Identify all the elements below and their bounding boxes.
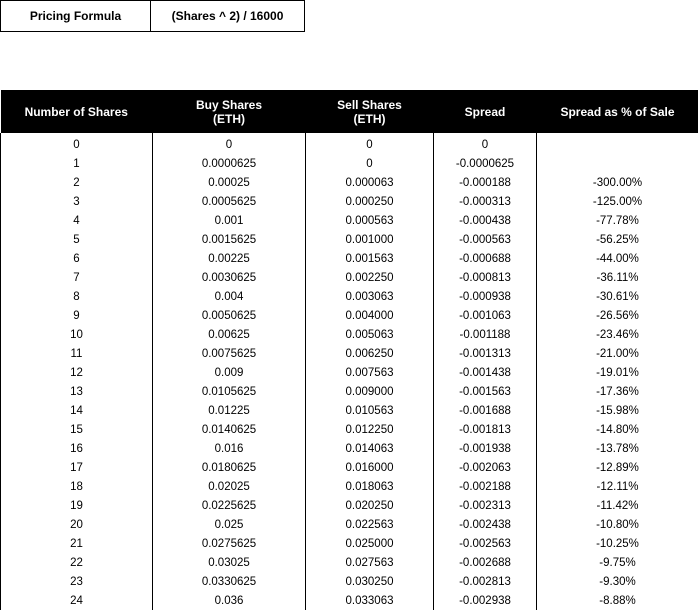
cell-sell-shares: 0.012250 [306, 420, 434, 439]
cell-buy-shares: 0.0075625 [153, 344, 306, 363]
cell-sell-shares: 0.000250 [306, 192, 434, 211]
cell-number-of-shares: 4 [1, 211, 153, 230]
cell-number-of-shares: 6 [1, 249, 153, 268]
cell-spread: -0.000813 [434, 268, 537, 287]
cell-buy-shares: 0.00025 [153, 173, 306, 192]
pricing-table-body [1, 133, 698, 610]
cell-buy-shares: 0.0030625 [153, 268, 306, 287]
cell-buy-shares: 0.004 [153, 287, 306, 306]
cell-buy-shares: 0.0225625 [153, 496, 306, 515]
cell-spread-percent: -19.01% [537, 363, 698, 382]
cell-spread-percent: -23.46% [537, 325, 698, 344]
cell-spread-percent: -17.36% [537, 382, 698, 401]
table-row [1, 211, 698, 230]
table-row [1, 363, 698, 382]
header-spread: Spread [434, 90, 537, 133]
table-row [1, 173, 698, 192]
table-row [1, 154, 698, 173]
table-row [1, 325, 698, 344]
cell-buy-shares: 0.0015625 [153, 230, 306, 249]
table-row [1, 268, 698, 287]
table-row [1, 439, 698, 458]
cell-spread: 0 [434, 133, 537, 154]
cell-sell-shares: 0.004000 [306, 306, 434, 325]
cell-buy-shares: 0.036 [153, 591, 306, 610]
cell-sell-shares: 0.000563 [306, 211, 434, 230]
header-sell-shares: Sell Shares (ETH) [306, 90, 434, 133]
cell-number-of-shares: 2 [1, 173, 153, 192]
cell-sell-shares: 0.018063 [306, 477, 434, 496]
cell-number-of-shares: 14 [1, 401, 153, 420]
cell-number-of-shares: 18 [1, 477, 153, 496]
cell-sell-shares: 0.005063 [306, 325, 434, 344]
cell-buy-shares: 0.009 [153, 363, 306, 382]
table-row [1, 344, 698, 363]
pricing-table-header [1, 90, 698, 133]
cell-number-of-shares: 1 [1, 154, 153, 173]
cell-number-of-shares: 17 [1, 458, 153, 477]
cell-spread-percent: -36.11% [537, 268, 698, 287]
cell-buy-shares: 0.0005625 [153, 192, 306, 211]
cell-spread-percent: -12.89% [537, 458, 698, 477]
cell-buy-shares: 0.0105625 [153, 382, 306, 401]
cell-number-of-shares: 12 [1, 363, 153, 382]
cell-sell-shares: 0.033063 [306, 591, 434, 610]
cell-number-of-shares: 8 [1, 287, 153, 306]
cell-spread-percent: -9.30% [537, 572, 698, 591]
cell-sell-shares: 0 [306, 133, 434, 154]
table-row [1, 534, 698, 553]
cell-sell-shares: 0.010563 [306, 401, 434, 420]
cell-sell-shares: 0.022563 [306, 515, 434, 534]
cell-sell-shares: 0.020250 [306, 496, 434, 515]
table-row [1, 477, 698, 496]
cell-number-of-shares: 16 [1, 439, 153, 458]
cell-spread-percent: -13.78% [537, 439, 698, 458]
cell-spread: -0.002813 [434, 572, 537, 591]
cell-spread: -0.002563 [434, 534, 537, 553]
pricing-table [0, 90, 698, 610]
table-row [1, 515, 698, 534]
cell-spread-percent: -125.00% [537, 192, 698, 211]
cell-sell-shares: 0.000063 [306, 173, 434, 192]
cell-number-of-shares: 24 [1, 591, 153, 610]
cell-buy-shares: 0.0330625 [153, 572, 306, 591]
cell-spread-percent: -21.00% [537, 344, 698, 363]
table-row [1, 458, 698, 477]
cell-spread-percent: -300.00% [537, 173, 698, 192]
table-row [1, 133, 698, 154]
header-row [1, 90, 698, 133]
cell-spread: -0.001688 [434, 401, 537, 420]
cell-sell-shares: 0.001000 [306, 230, 434, 249]
table-row [1, 230, 698, 249]
cell-spread: -0.002688 [434, 553, 537, 572]
cell-spread: -0.002188 [434, 477, 537, 496]
cell-number-of-shares: 0 [1, 133, 153, 154]
pricing-formula-value: (Shares ^ 2) / 16000 [151, 1, 304, 31]
cell-sell-shares: 0.006250 [306, 344, 434, 363]
cell-buy-shares: 0.025 [153, 515, 306, 534]
cell-buy-shares: 0.0000625 [153, 154, 306, 173]
cell-sell-shares: 0.003063 [306, 287, 434, 306]
cell-spread: -0.000938 [434, 287, 537, 306]
cell-spread-percent: -44.00% [537, 249, 698, 268]
cell-spread-percent: -30.61% [537, 287, 698, 306]
cell-spread: -0.000313 [434, 192, 537, 211]
cell-spread: -0.001313 [434, 344, 537, 363]
cell-spread-percent: -12.11% [537, 477, 698, 496]
cell-spread-percent: -14.80% [537, 420, 698, 439]
cell-sell-shares: 0.030250 [306, 572, 434, 591]
cell-number-of-shares: 11 [1, 344, 153, 363]
cell-spread: -0.000188 [434, 173, 537, 192]
cell-sell-shares: 0.025000 [306, 534, 434, 553]
cell-buy-shares: 0.0180625 [153, 458, 306, 477]
cell-sell-shares: 0.009000 [306, 382, 434, 401]
cell-spread-percent: -26.56% [537, 306, 698, 325]
cell-sell-shares: 0.027563 [306, 553, 434, 572]
table-row [1, 382, 698, 401]
cell-spread: -0.001438 [434, 363, 537, 382]
table-row [1, 496, 698, 515]
cell-spread-percent: -77.78% [537, 211, 698, 230]
cell-sell-shares: 0.001563 [306, 249, 434, 268]
cell-spread-percent: -56.25% [537, 230, 698, 249]
cell-number-of-shares: 13 [1, 382, 153, 401]
table-row [1, 192, 698, 211]
header-spread-percent: Spread as % of Sale [537, 90, 698, 133]
cell-spread-percent: -15.98% [537, 401, 698, 420]
cell-buy-shares: 0.001 [153, 211, 306, 230]
cell-spread: -0.002438 [434, 515, 537, 534]
cell-number-of-shares: 23 [1, 572, 153, 591]
cell-buy-shares: 0 [153, 133, 306, 154]
cell-number-of-shares: 10 [1, 325, 153, 344]
cell-number-of-shares: 9 [1, 306, 153, 325]
cell-sell-shares: 0.014063 [306, 439, 434, 458]
cell-spread-percent: -10.80% [537, 515, 698, 534]
cell-buy-shares: 0.02025 [153, 477, 306, 496]
cell-spread-percent: -9.75% [537, 553, 698, 572]
cell-spread: -0.002938 [434, 591, 537, 610]
cell-spread-percent: -10.25% [537, 534, 698, 553]
cell-spread-percent: -11.42% [537, 496, 698, 515]
cell-buy-shares: 0.016 [153, 439, 306, 458]
cell-sell-shares: 0.016000 [306, 458, 434, 477]
pricing-formula-box [0, 0, 305, 32]
cell-buy-shares: 0.00625 [153, 325, 306, 344]
cell-spread: -0.000438 [434, 211, 537, 230]
cell-number-of-shares: 20 [1, 515, 153, 534]
cell-buy-shares: 0.0050625 [153, 306, 306, 325]
cell-spread: -0.000563 [434, 230, 537, 249]
cell-sell-shares: 0 [306, 154, 434, 173]
table-row [1, 306, 698, 325]
cell-number-of-shares: 15 [1, 420, 153, 439]
cell-number-of-shares: 3 [1, 192, 153, 211]
table-row [1, 591, 698, 610]
cell-spread: -0.000688 [434, 249, 537, 268]
table-row [1, 401, 698, 420]
cell-number-of-shares: 19 [1, 496, 153, 515]
cell-number-of-shares: 21 [1, 534, 153, 553]
table-row [1, 553, 698, 572]
cell-buy-shares: 0.0275625 [153, 534, 306, 553]
header-number-of-shares: Number of Shares [1, 90, 153, 133]
cell-spread: -0.001563 [434, 382, 537, 401]
cell-spread: -0.001813 [434, 420, 537, 439]
table-row [1, 420, 698, 439]
cell-sell-shares: 0.007563 [306, 363, 434, 382]
table-row [1, 249, 698, 268]
cell-spread: -0.0000625 [434, 154, 537, 173]
cell-spread: -0.001938 [434, 439, 537, 458]
cell-buy-shares: 0.00225 [153, 249, 306, 268]
cell-buy-shares: 0.01225 [153, 401, 306, 420]
pricing-formula-label: Pricing Formula [1, 1, 151, 31]
table-row [1, 572, 698, 591]
cell-number-of-shares: 22 [1, 553, 153, 572]
table-row [1, 287, 698, 306]
cell-buy-shares: 0.03025 [153, 553, 306, 572]
cell-spread-percent [537, 133, 698, 154]
cell-spread: -0.001188 [434, 325, 537, 344]
cell-number-of-shares: 7 [1, 268, 153, 287]
cell-spread: -0.002313 [434, 496, 537, 515]
cell-spread-percent [537, 154, 698, 173]
cell-spread-percent: -8.88% [537, 591, 698, 610]
cell-sell-shares: 0.002250 [306, 268, 434, 287]
cell-number-of-shares: 5 [1, 230, 153, 249]
cell-buy-shares: 0.0140625 [153, 420, 306, 439]
header-buy-shares: Buy Shares (ETH) [153, 90, 306, 133]
cell-spread: -0.002063 [434, 458, 537, 477]
cell-spread: -0.001063 [434, 306, 537, 325]
